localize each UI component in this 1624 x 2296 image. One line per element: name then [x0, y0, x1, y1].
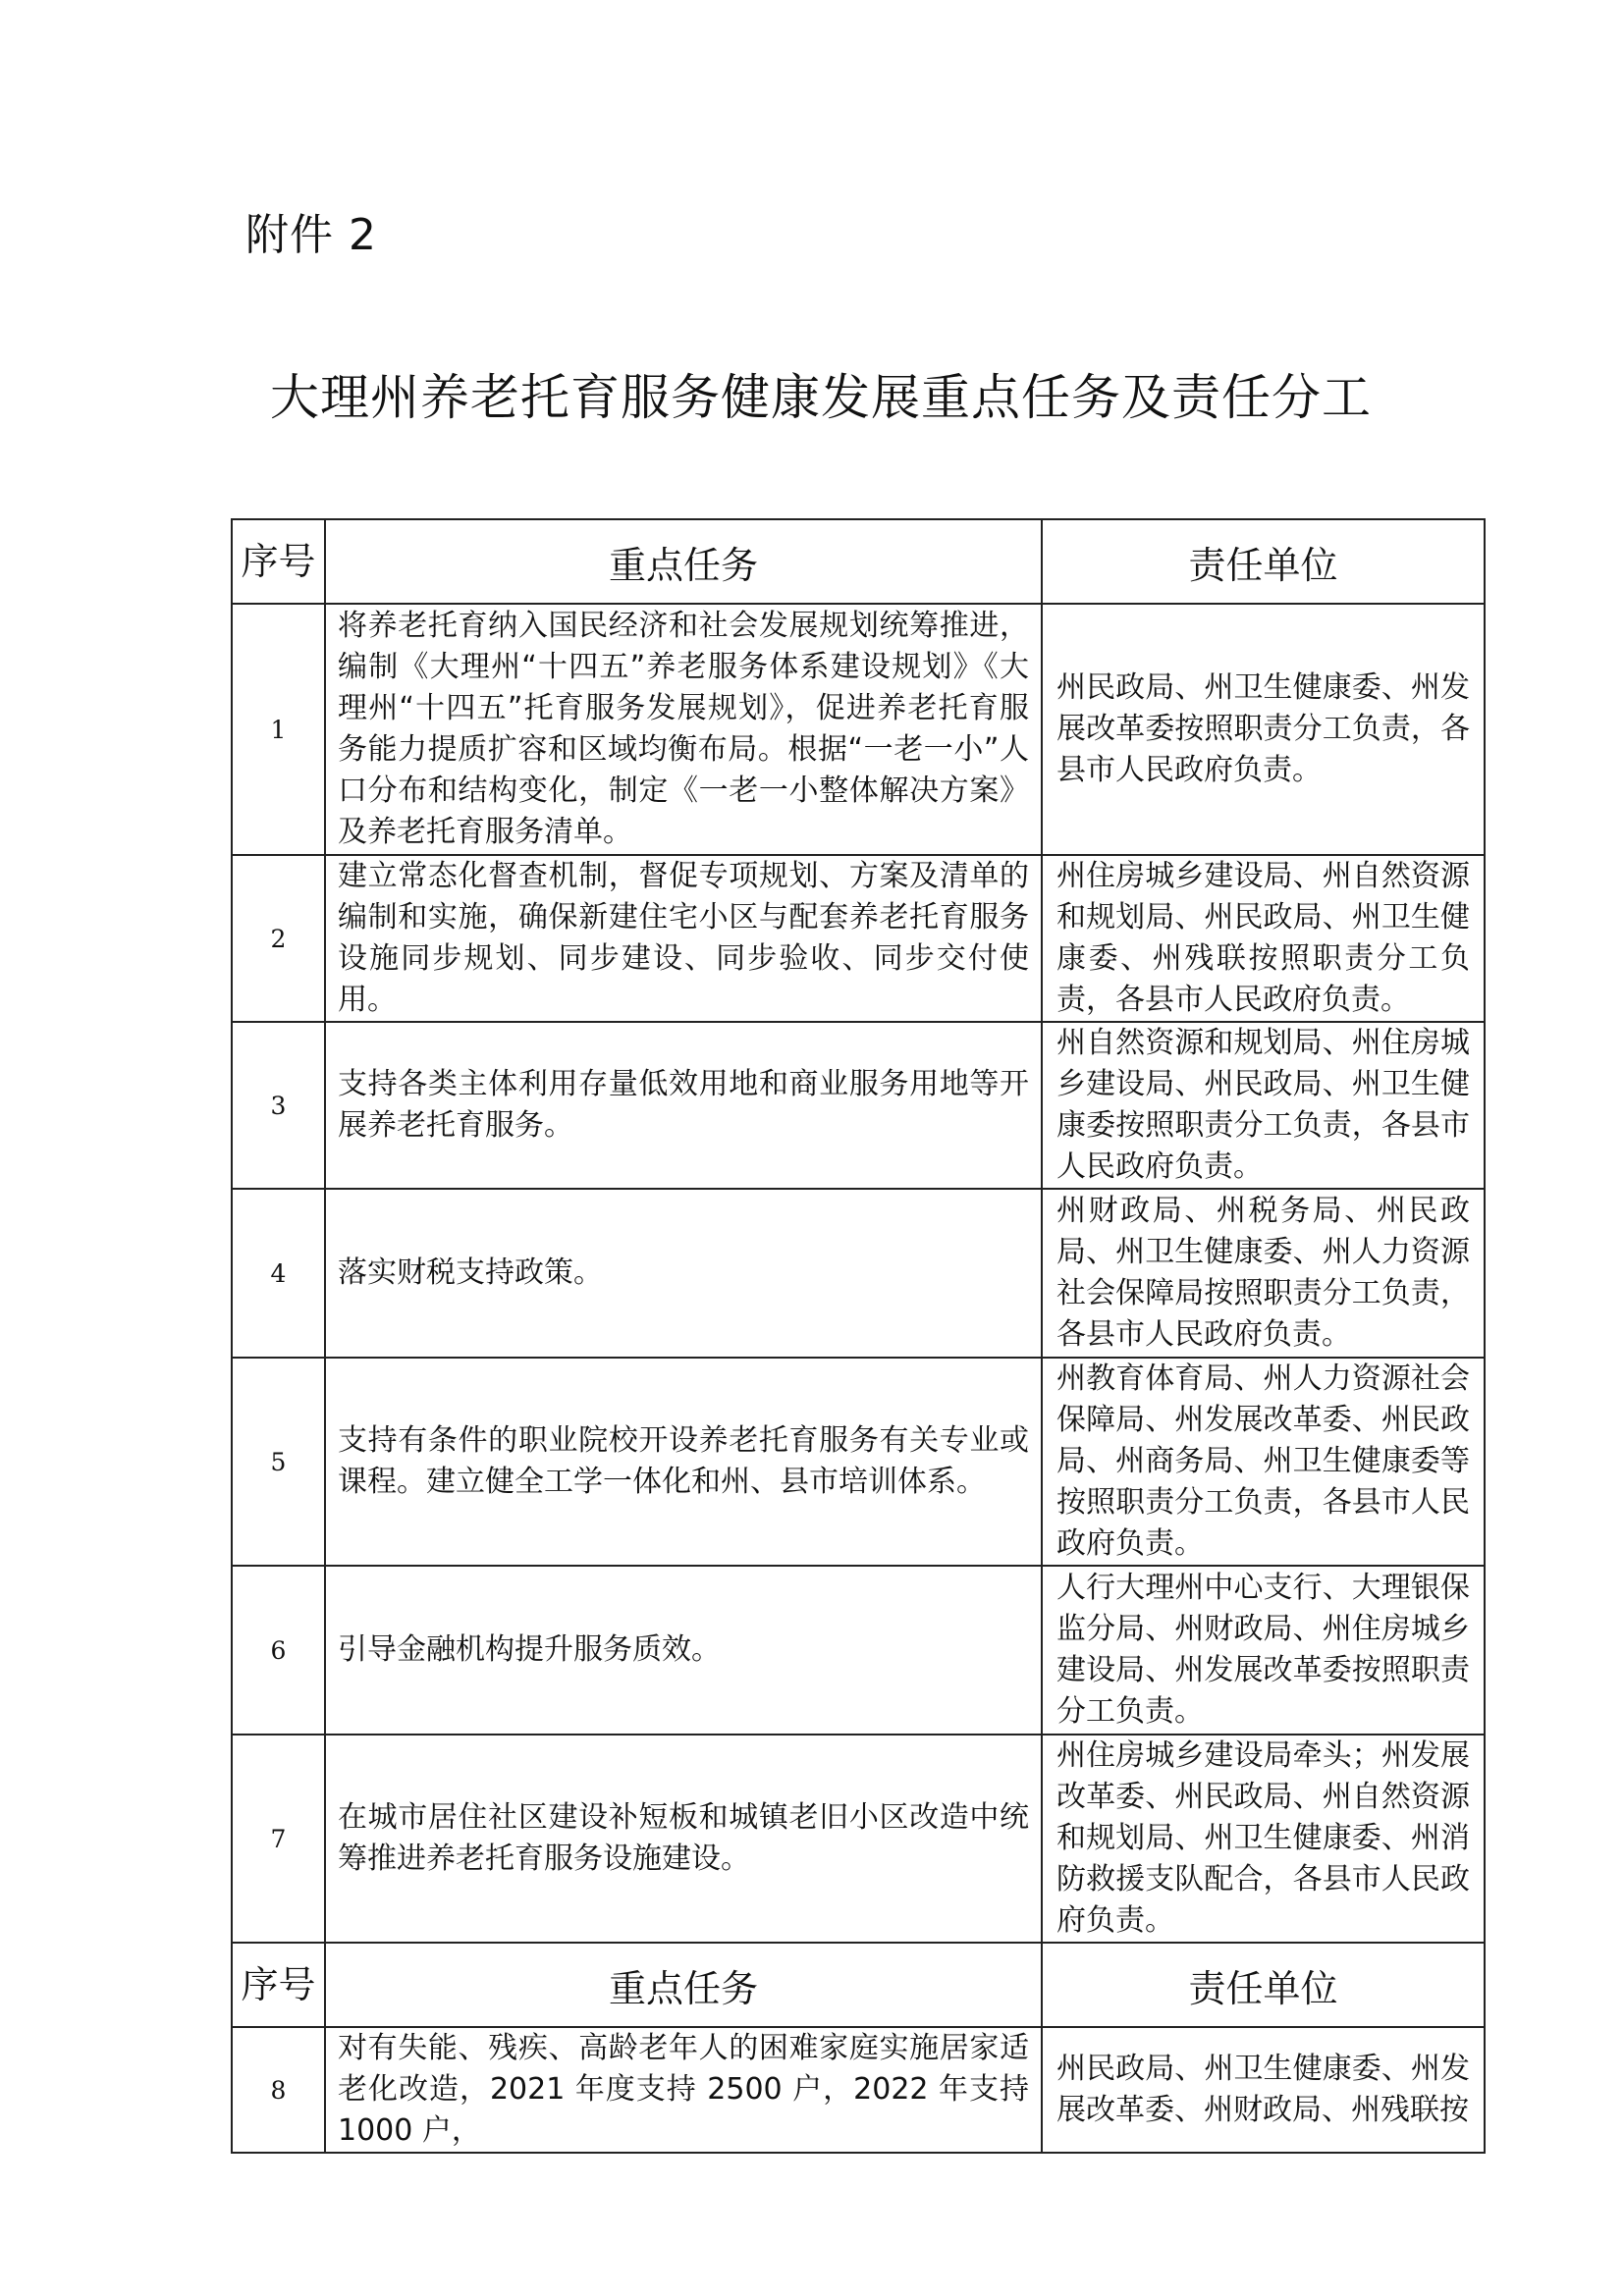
- table-row: [232, 1358, 1485, 1566]
- row-seq: 3: [232, 1022, 325, 1189]
- table-row: [232, 2027, 1485, 2153]
- row-task: 在城市居住社区建设补短板和城镇老旧小区改造中统筹推进养老托育服务设施建设。: [325, 1735, 1042, 1943]
- row-task: 将养老托育纳入国民经济和社会发展规划统筹推进，编制《大理州“十四五”养老服务体系建设规划》《大理州“十四五”托育服务发展规划》，促进养老托育服务能力提质扩容和区域均衡布局。根据“一老一小”人口分布和结构变化，制定《一老一小整体解决方案》及养老托育服务清单。: [325, 604, 1042, 855]
- table-row: [232, 1022, 1485, 1189]
- row-task: 落实财税支持政策。: [325, 1189, 1042, 1358]
- header-task: 重点任务: [325, 1943, 1042, 2027]
- row-seq: 8: [232, 2027, 325, 2153]
- row-task: 支持各类主体利用存量低效用地和商业服务用地等开展养老托育服务。: [325, 1022, 1042, 1189]
- row-responsible: 州民政局、州卫生健康委、州发展改革委按照职责分工负责，各县市人民政府负责。: [1042, 604, 1485, 855]
- row-seq: 4: [232, 1189, 325, 1358]
- header-seq: 序号: [232, 519, 325, 604]
- attachment-label: 附件 2: [245, 210, 377, 260]
- table-row: [232, 855, 1485, 1022]
- row-responsible: 州自然资源和规划局、州住房城乡建设局、州民政局、州卫生健康委按照职责分工负责，各县市人民政府负责。: [1042, 1022, 1485, 1189]
- row-seq: 6: [232, 1566, 325, 1735]
- table-row: [232, 604, 1485, 855]
- header-responsible: 责任单位: [1042, 519, 1485, 604]
- row-seq: 1: [232, 604, 325, 855]
- header-task: 重点任务: [325, 519, 1042, 604]
- row-task: 支持有条件的职业院校开设养老托育服务有关专业或课程。建立健全工学一体化和州、县市培训体系。: [325, 1358, 1042, 1566]
- row-seq: 2: [232, 855, 325, 1022]
- row-seq: 7: [232, 1735, 325, 1943]
- table-row: [232, 1189, 1485, 1358]
- row-task: 对有失能、残疾、高龄老年人的困难家庭实施居家适老化改造，2021 年度支持 2500 户，2022 年支持 1000 户，: [325, 2027, 1042, 2153]
- table-row: [232, 1566, 1485, 1735]
- header-responsible: 责任单位: [1042, 1943, 1485, 2027]
- row-responsible: 州住房城乡建设局、州自然资源和规划局、州民政局、州卫生健康委、州残联按照职责分工负责，各县市人民政府负责。: [1042, 855, 1485, 1022]
- table-repeat-header-row: [232, 1943, 1485, 2027]
- row-responsible: 人行大理州中心支行、大理银保监分局、州财政局、州住房城乡建设局、州发展改革委按照职责分工负责。: [1042, 1566, 1485, 1735]
- document-title: 大理州养老托育服务健康发展重点任务及责任分工: [270, 369, 1372, 426]
- row-responsible: 州财政局、州税务局、州民政局、州卫生健康委、州人力资源社会保障局按照职责分工负责，各县市人民政府负责。: [1042, 1189, 1485, 1358]
- table-row: [232, 1735, 1485, 1943]
- row-seq: 5: [232, 1358, 325, 1566]
- header-seq: 序号: [232, 1943, 325, 2027]
- row-responsible: 州民政局、州卫生健康委、州发展改革委、州财政局、州残联按: [1042, 2027, 1485, 2153]
- row-responsible: 州教育体育局、州人力资源社会保障局、州发展改革委、州民政局、州商务局、州卫生健康委等按照职责分工负责，各县市人民政府负责。: [1042, 1358, 1485, 1566]
- table-header-row: [232, 519, 1485, 604]
- row-task: 引导金融机构提升服务质效。: [325, 1566, 1042, 1735]
- task-table: [231, 518, 1486, 2154]
- row-task: 建立常态化督查机制，督促专项规划、方案及清单的编制和实施，确保新建住宅小区与配套养老托育服务设施同步规划、同步建设、同步验收、同步交付使用。: [325, 855, 1042, 1022]
- row-responsible: 州住房城乡建设局牵头；州发展改革委、州民政局、州自然资源和规划局、州卫生健康委、州消防救援支队配合，各县市人民政府负责。: [1042, 1735, 1485, 1943]
